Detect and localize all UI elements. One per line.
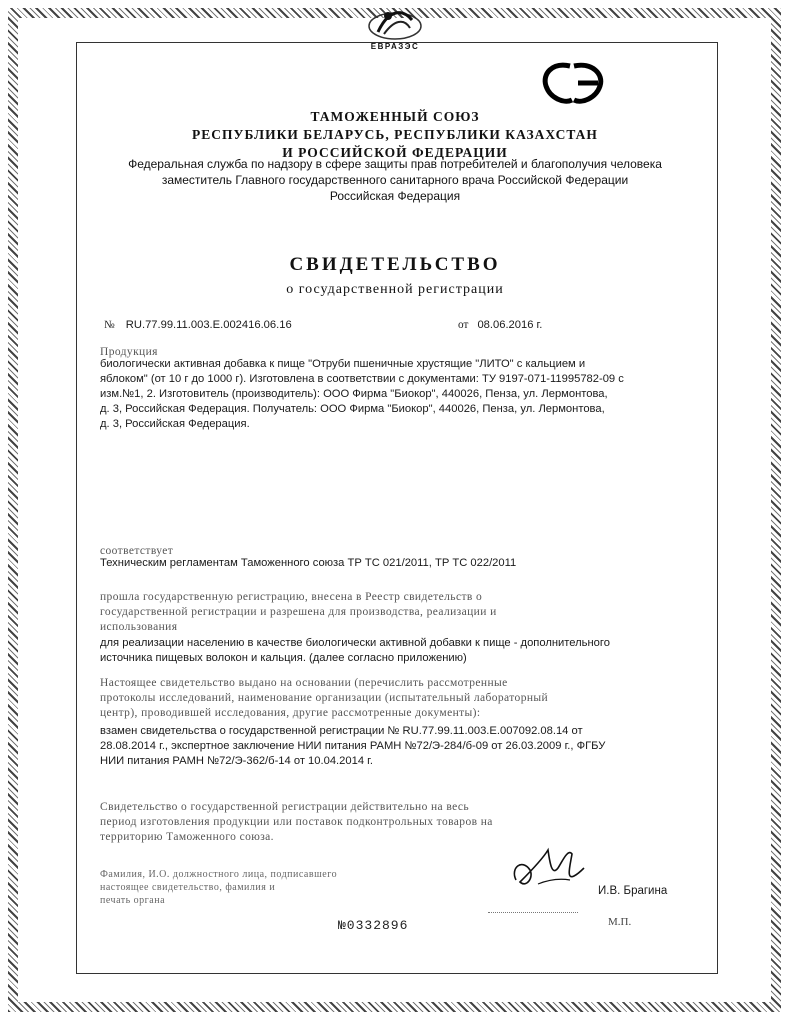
agency-line: Федеральная служба по надзору в сфере защиты прав потребителей и благополучия человека xyxy=(128,157,662,171)
stamp-label: М.П. xyxy=(608,916,632,928)
conformity-mark-text xyxy=(538,58,539,59)
registration-line: использования xyxy=(100,621,178,633)
union-line: РЕСПУБЛИКИ БЕЛАРУСЬ, РЕСПУБЛИКИ КАЗАХСТАН xyxy=(192,127,598,142)
usage-line: для реализации населению в качестве биологически активной добавки к пище - дополнительного xyxy=(100,637,610,649)
validity-line: период изготовления продукции или поставок подконтрольных товаров на xyxy=(100,816,493,828)
union-line: ТАМОЖЕННЫЙ СОЮЗ xyxy=(310,109,480,124)
agency-header xyxy=(90,156,700,204)
basis-line: 28.08.2014 г., экспертное заключение НИИ питания РАМН №72/Э-284/б-09 от 26.03.2009 г., ФГБУ xyxy=(100,740,606,752)
compliance-text: Техническим регламентам Таможенного союза ТР ТС 021/2011, ТР ТС 022/2011 xyxy=(100,557,517,569)
certificate-date-row xyxy=(458,318,618,333)
stamp-area xyxy=(488,906,578,913)
validity-line: территорию Таможенного союза. xyxy=(100,831,274,843)
usage-line: источника пищевых волокон и кальция. (далее согласно приложению) xyxy=(100,652,467,664)
agency-line: заместитель Главного государственного санитарного врача Российской Федерации xyxy=(161,173,629,187)
eurasec-logo-icon xyxy=(350,4,440,44)
basis-documents xyxy=(100,724,690,769)
number-prefix: № xyxy=(104,319,115,331)
product-line: изм.№1, 2. Изготовитель (производитель): ООО Фирма "Биокор", 440026, Пенза, ул. Лермонтова, xyxy=(100,388,608,400)
usage-text xyxy=(100,636,690,666)
compliance-label: соответствует xyxy=(100,545,174,557)
product-line: д. 3, Российская Федерация. xyxy=(100,418,250,430)
certificate-number: RU.77.99.11.003.Е.002416.06.16 xyxy=(125,319,292,331)
basis-faint-line: протоколы исследований, наименование организации (испытательный лабораторный xyxy=(100,692,549,704)
union-line: И РОССИЙСКОЙ ФЕДЕРАЦИИ xyxy=(282,145,508,160)
signatory-caption-line: Фамилия, И.О. должностного лица, подписавшего xyxy=(100,869,338,880)
document-subtitle: о государственной регистрации xyxy=(286,282,504,297)
agency-line: Российская Федерация xyxy=(329,189,461,203)
certificate-date: 08.06.2016 г. xyxy=(477,319,543,331)
handwritten-signature xyxy=(508,840,588,900)
basis-faint-line: центр), проводившей исследования, другие рассмотренные документы): xyxy=(100,707,481,719)
serial-number: №0332896 xyxy=(338,918,409,933)
basis-statement xyxy=(100,676,690,721)
validity-line: Свидетельство о государственной регистрации действительно на весь xyxy=(100,801,470,813)
eurasec-emblem-text: ЕВРАЗЭС xyxy=(370,42,420,51)
registration-line: прошла государственную регистрацию, внесена в Реестр свидетельств о xyxy=(100,591,483,603)
product-line: д. 3, Российская Федерация. Получатель: ООО Фирма "Биокор", 440026, Пенза, ул. Лермонтова, xyxy=(100,403,605,415)
union-header xyxy=(90,108,700,162)
signatory-caption xyxy=(100,868,400,907)
date-prefix: от xyxy=(458,319,469,331)
validity-statement xyxy=(100,800,690,845)
signatory-caption-line: настоящее свидетельство, фамилия и xyxy=(100,882,276,893)
basis-line: взамен свидетельства о государственной регистрации № RU.77.99.11.003.Е.007092.08.14 от xyxy=(100,725,583,737)
product-description xyxy=(100,357,690,432)
basis-faint-line: Настоящее свидетельство выдано на основании (перечислить рассмотренные xyxy=(100,677,508,689)
signatory-caption-line: печать органа xyxy=(100,895,166,906)
document-title: СВИДЕТЕЛЬСТВО xyxy=(289,254,501,275)
product-label: Продукция xyxy=(100,346,158,358)
signer-name: И.В. Брагина xyxy=(598,885,668,897)
registration-statement xyxy=(100,590,690,635)
product-line: яблоком" (от 10 г до 1000 г). Изготовлена в соответствии с документами: ТУ 9197-071-11995782-09 с xyxy=(100,373,624,385)
certificate-number-row xyxy=(104,318,444,333)
basis-line: НИИ питания РАМН №72/Э-362/б-14 от 10.04.2014 г. xyxy=(100,755,373,767)
registration-line: государственной регистрации и разрешена для производства, реализации и xyxy=(100,606,497,618)
product-line: биологически активная добавка к пище "Отруби пшеничные хрустящие "ЛИТО" с кальцием и xyxy=(100,358,586,370)
eurasec-emblem xyxy=(350,4,440,58)
conformity-mark xyxy=(538,58,608,110)
conformity-mark-icon xyxy=(538,58,608,110)
